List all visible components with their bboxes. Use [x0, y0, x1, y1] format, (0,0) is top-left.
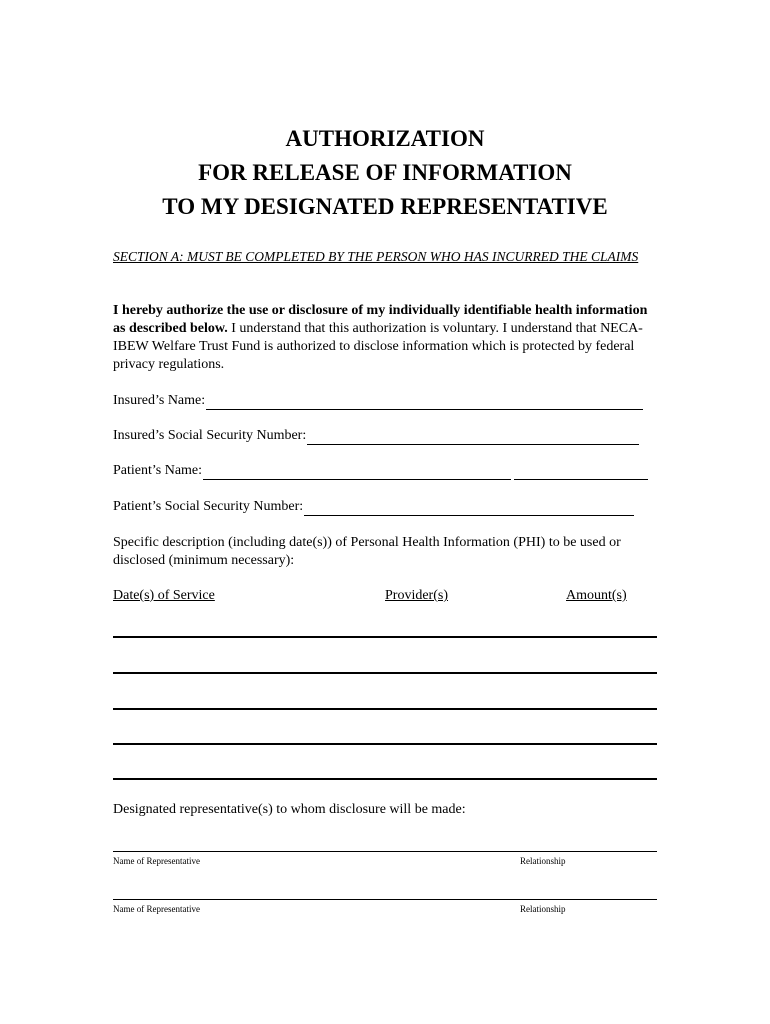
authorization-statement-rest: I understand that this authorization is voluntary. I understand that NECA-IBEW Welfare Trust Fund is authorized to disclose information which is protected by federal privacy regulations. [113, 321, 643, 372]
patient-name-label: Patient’s Name: [113, 463, 203, 478]
representative-2-line[interactable] [113, 899, 657, 900]
patient-ssn-label: Patient’s Social Security Number: [113, 499, 304, 514]
insured-ssn-field[interactable] [307, 430, 639, 445]
title-line-2: FOR RELEASE OF INFORMATION [198, 160, 572, 185]
patient-name-field-extra[interactable] [514, 465, 648, 480]
section-a-heading: SECTION A: MUST BE COMPLETED BY THE PERSON WHO HAS INCURRED THE CLAIMS [113, 249, 639, 264]
insured-ssn-row [113, 427, 639, 445]
representative-2-relationship-label: Relationship [520, 904, 566, 914]
phi-entry-line-3[interactable] [113, 708, 657, 710]
column-header-dates-of-service: Date(s) of Service [113, 588, 215, 603]
form-title [0, 122, 770, 224]
authorization-statement-bold: I hereby authorize the use or disclosure of my individually identifiable health information as described below. [113, 303, 648, 336]
representative-1-relationship-label: Relationship [520, 856, 566, 866]
designated-representatives-heading: Designated representative(s) to whom disclosure will be made: [113, 802, 466, 817]
phi-entry-line-4[interactable] [113, 743, 657, 745]
column-header-amounts: Amount(s) [566, 588, 627, 603]
title-line-1: AUTHORIZATION [285, 126, 485, 151]
title-line-3: TO MY DESIGNATED REPRESENTATIVE [162, 194, 608, 219]
patient-ssn-field[interactable] [304, 501, 634, 516]
representative-2-name-label: Name of Representative [113, 904, 200, 914]
authorization-statement [113, 302, 661, 374]
representative-1-name-label: Name of Representative [113, 856, 200, 866]
insured-name-label: Insured’s Name: [113, 393, 206, 408]
patient-ssn-row [113, 498, 634, 516]
phi-entry-line-1[interactable] [113, 636, 657, 638]
phi-entry-line-5[interactable] [113, 778, 657, 780]
insured-name-field[interactable] [206, 395, 643, 410]
patient-name-field[interactable] [203, 465, 511, 480]
insured-ssn-label: Insured’s Social Security Number: [113, 428, 307, 443]
patient-name-row [113, 462, 648, 480]
column-header-providers: Provider(s) [385, 588, 448, 603]
representative-1-line[interactable] [113, 851, 657, 852]
phi-description: Specific description (including date(s)) of Personal Health Information (PHI) to be used or disclosed (minimum necessary): [113, 535, 621, 568]
phi-entry-line-2[interactable] [113, 672, 657, 674]
insured-name-row [113, 392, 643, 410]
